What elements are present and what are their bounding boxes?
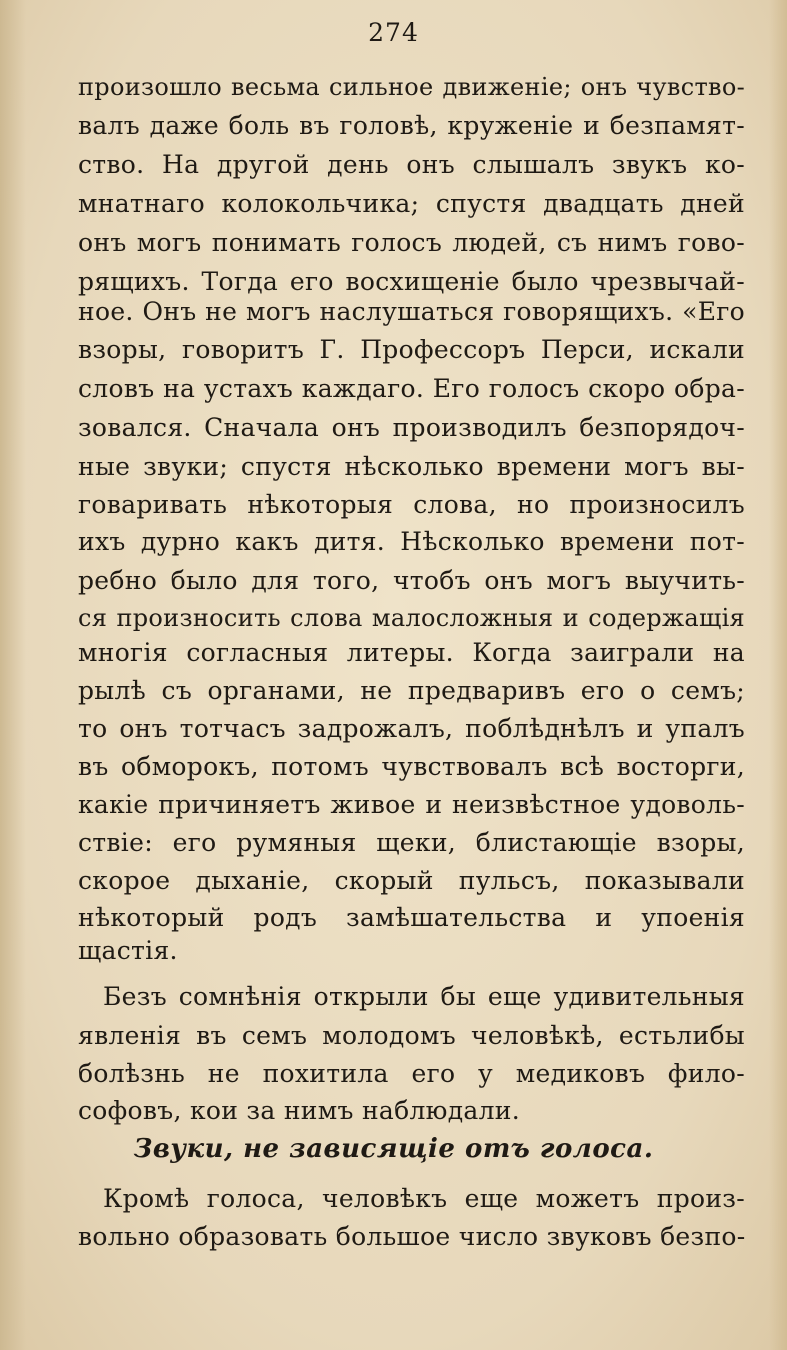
text-line: скорое дыханiе, скорый пульсъ, показывали — [78, 866, 745, 895]
text-line: щастiя. — [78, 936, 178, 965]
text-line: Кромѣ голоса, человѣкъ еще можетъ произ- — [103, 1184, 745, 1213]
text-line: мнатнаго колокольчика; спустя двадцать дней — [78, 189, 745, 218]
text-line: какiе причиняетъ живое и неизвѣстное удоволь- — [78, 790, 745, 819]
text-line: вольно образовать большое число звуковъ безпо- — [78, 1222, 746, 1251]
text-line: многiя согласныя литеры. Когда заиграли на — [78, 638, 745, 667]
text-line: ствiе: его румяныя щеки, блистающiе взоры, — [78, 828, 745, 857]
text-line: ное. Онъ не могъ наслушаться говорящихъ. «Его — [78, 297, 745, 326]
text-line: Безъ сомнѣнiя открыли бы еще удивительныя — [103, 982, 745, 1011]
text-line: то онъ тотчасъ задрожалъ, поблѣднѣлъ и упалъ — [78, 714, 745, 743]
text-line: онъ могъ понимать голосъ людей, съ нимъ гово- — [78, 228, 745, 257]
text-line: ные звуки; спустя нѣсколько времени могъ вы- — [78, 452, 745, 481]
text-line: софовъ, кои за нимъ наблюдали. — [78, 1096, 520, 1125]
text-line: говаривать нѣкоторыя слова, но произносилъ — [78, 490, 745, 519]
section-heading: Звуки, не зависящiе отъ голоса. — [133, 1134, 654, 1164]
text-line: явленiя въ семъ молодомъ человѣкѣ, естьлибы — [78, 1021, 745, 1050]
text-line: ребно было для того, чтобъ онъ могъ выучить- — [78, 566, 745, 595]
text-line: ство. На другой день онъ слышалъ звукъ ко- — [78, 150, 745, 179]
text-line: ся произносить слова малосложныя и содержащiя — [78, 604, 745, 632]
text-line: взоры, говоритъ Г. Профессоръ Перси, искали — [78, 335, 745, 364]
text-line: произошло весьма сильное движенiе; онъ чувство- — [78, 73, 745, 101]
page-number: 274 — [368, 18, 419, 47]
text-line: валъ даже боль въ головѣ, круженiе и безпамят- — [78, 111, 745, 140]
text-line: болѣзнь не похитила его у медиковъ фило- — [78, 1059, 745, 1088]
text-line: рящихъ. Тогда его восхищенiе было чрезвычай- — [78, 267, 745, 296]
text-line: въ обморокъ, потомъ чувствовалъ всѣ восторги, — [78, 752, 745, 781]
text-line: нѣкоторый родъ замѣшательства и упоенiя — [78, 903, 745, 932]
text-line: зовался. Сначала онъ производилъ безпорядоч- — [78, 413, 745, 442]
text-line: ихъ дурно какъ дитя. Нѣсколько времени пот- — [78, 527, 745, 556]
text-line: рылѣ съ органами, не предваривъ его о семъ; — [78, 676, 745, 705]
text-line: словъ на устахъ каждаго. Его голосъ скоро обра- — [78, 374, 745, 403]
